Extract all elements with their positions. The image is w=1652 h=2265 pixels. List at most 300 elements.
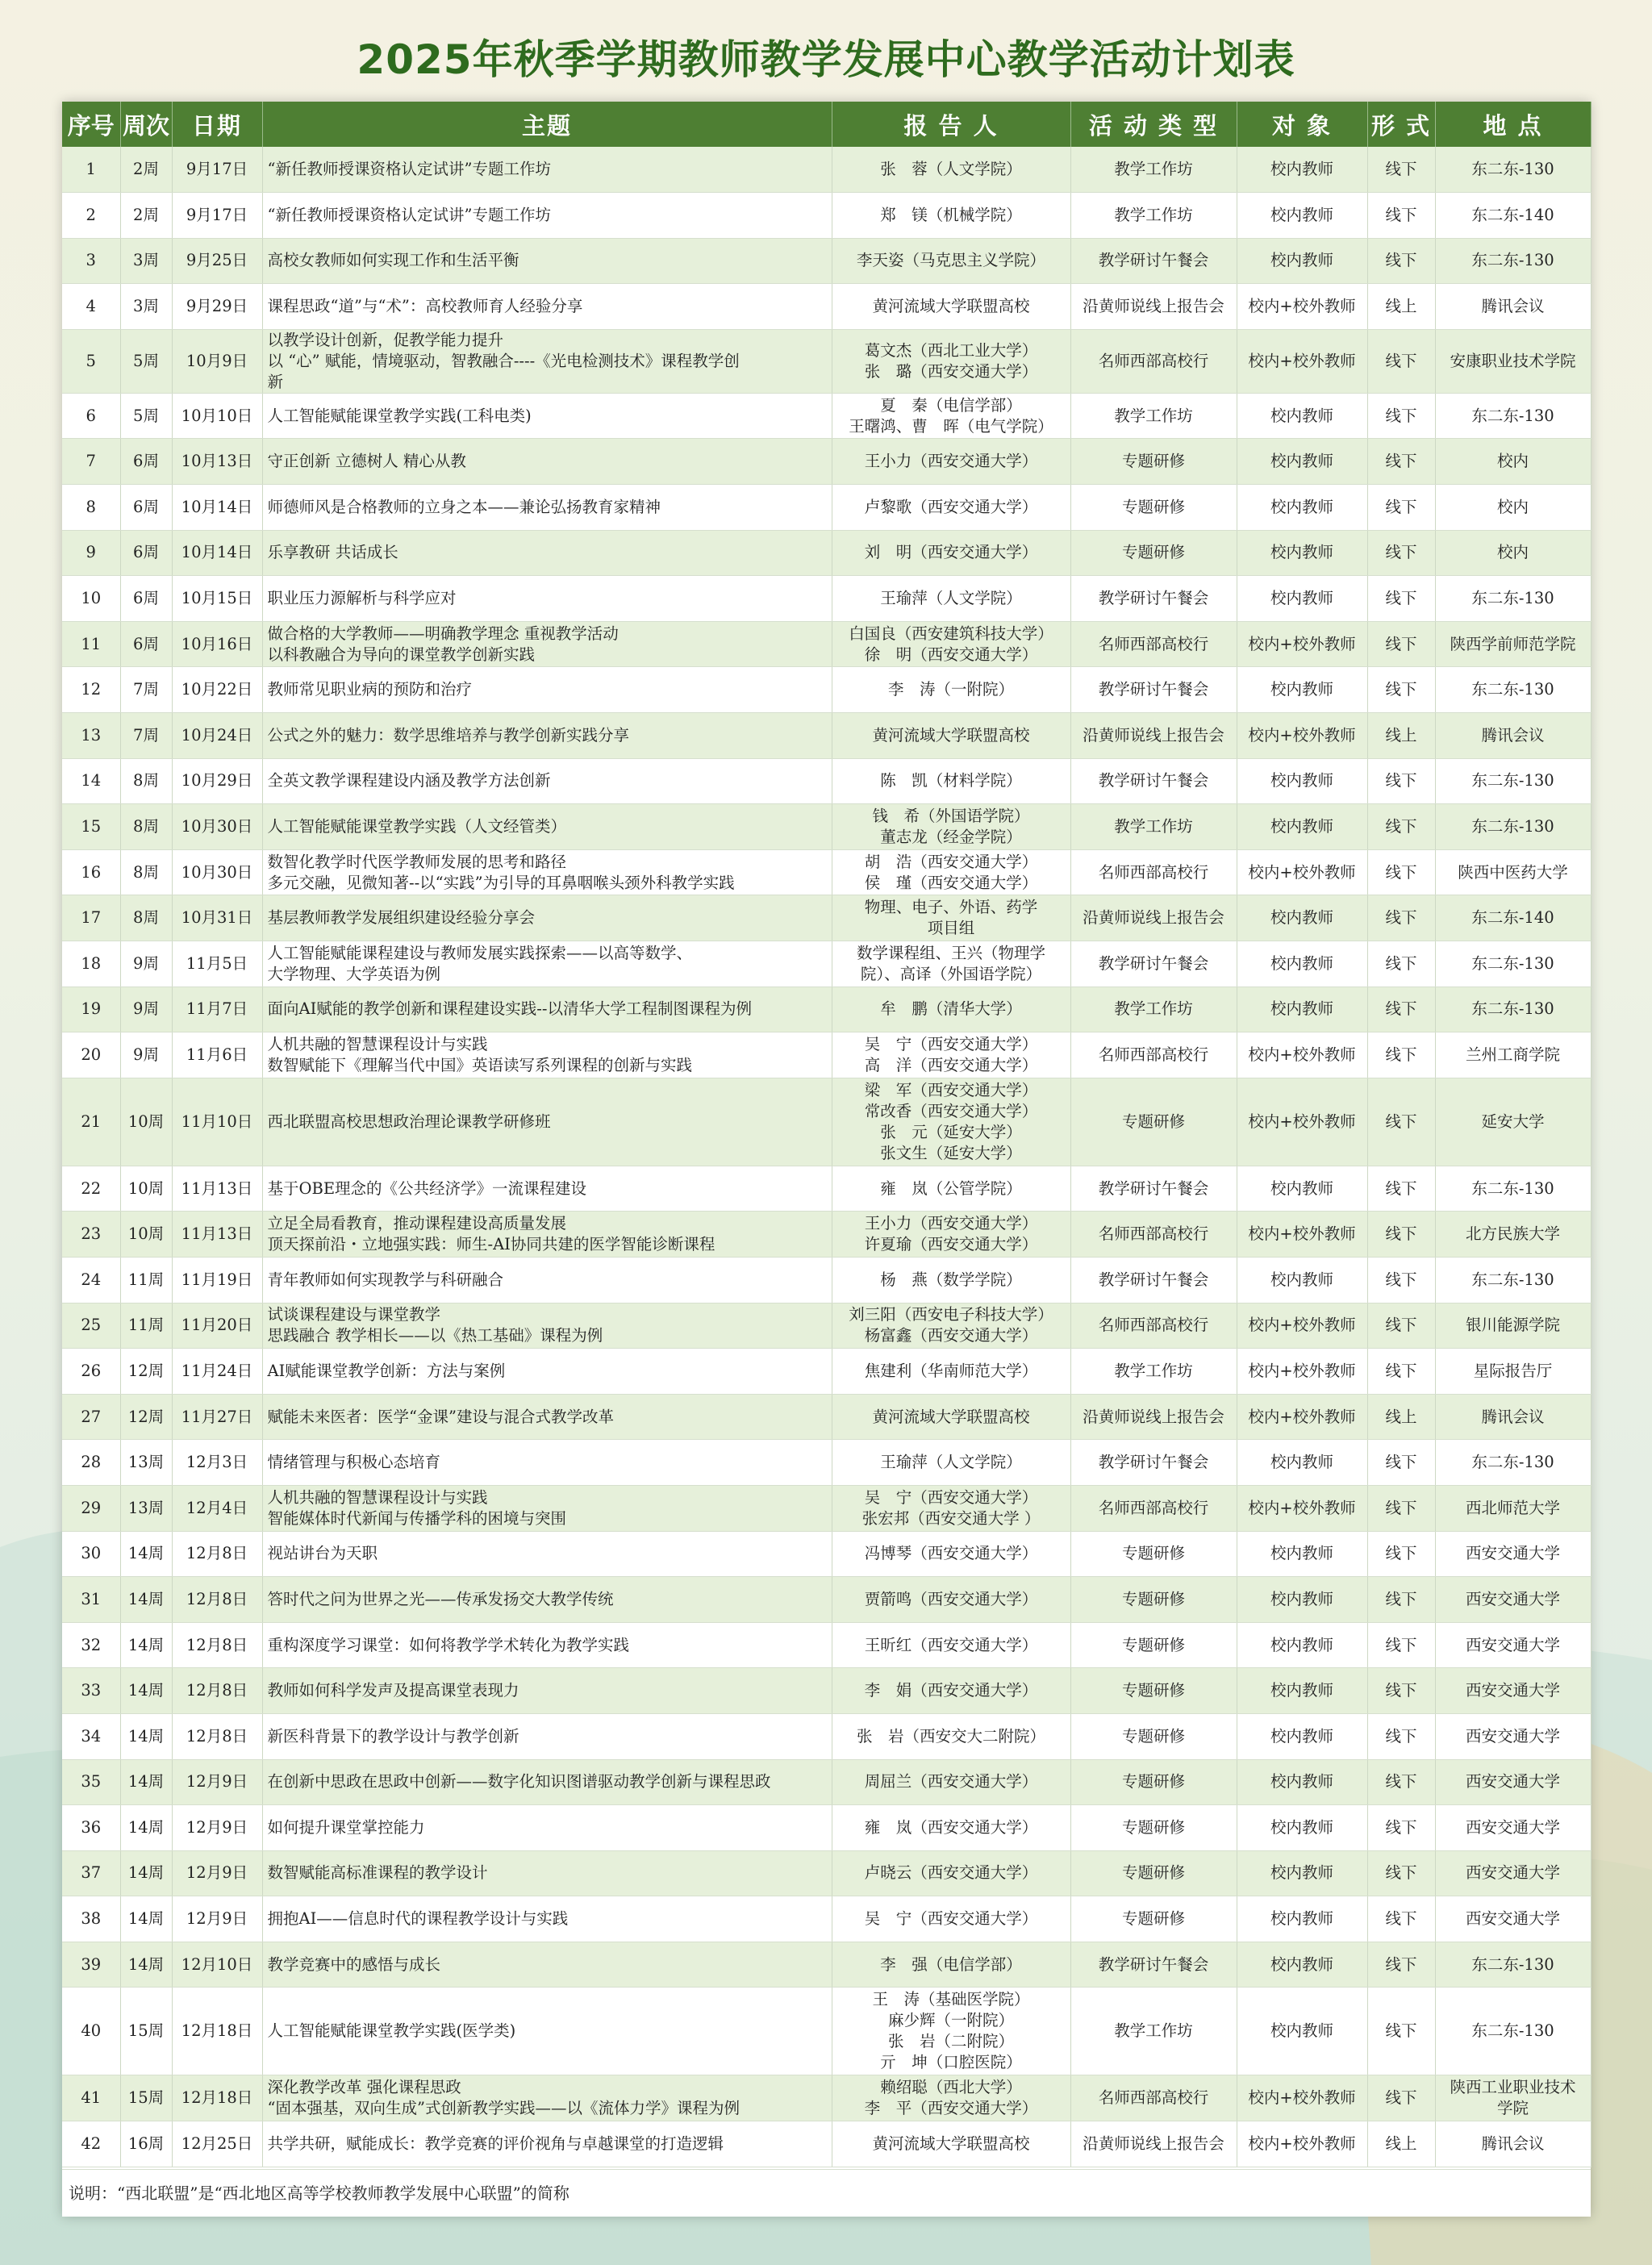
row-form: 线上 — [1367, 284, 1435, 330]
row-topic-line: 新医科背景下的教学设计与教学创新 — [267, 1726, 519, 1746]
row-type-line: 教学研讨午餐会 — [1098, 953, 1209, 973]
row-topic — [262, 849, 832, 895]
row-week: 5周 — [120, 329, 172, 393]
row-type-line: 沿黄师说线上报告会 — [1083, 908, 1224, 928]
row-audience: 校内教师 — [1237, 1166, 1367, 1212]
row-location — [1435, 667, 1591, 713]
table-body — [62, 147, 1591, 2167]
row-date: 12月9日 — [172, 1805, 262, 1851]
row-audience: 校内教师 — [1237, 439, 1367, 485]
row-date: 9月29日 — [172, 284, 262, 330]
row-speaker-line: 院）、高译（外国语学院） — [860, 964, 1042, 983]
header-location: 地 点 — [1435, 102, 1591, 147]
row-speaker-line: 王曙鸿、曹 晖（电气学院） — [849, 416, 1053, 436]
row-type — [1070, 941, 1237, 987]
row-week: 14周 — [120, 1577, 172, 1623]
row-location-line: 东二东-140 — [1471, 205, 1554, 224]
row-location — [1435, 284, 1591, 330]
row-location — [1435, 329, 1591, 393]
row-location-line: 东二东-130 — [1471, 251, 1554, 270]
row-speaker-line: 张宏邦（西安交通大学 ） — [861, 1508, 1041, 1528]
row-date: 10月10日 — [172, 393, 262, 439]
row-no: 5 — [62, 329, 120, 393]
table-row — [62, 1349, 1591, 1395]
row-speaker-line: 李 平（西安交通大学） — [864, 2099, 1038, 2118]
row-week: 9周 — [120, 941, 172, 987]
row-location-line: 陕西工业职业技术 — [1450, 2078, 1576, 2097]
row-type — [1070, 1713, 1237, 1759]
row-speaker — [832, 1988, 1070, 2075]
table-row — [62, 1805, 1591, 1851]
row-topic — [262, 895, 832, 941]
row-topic-line: 人工智能赋能课堂教学实践(医学类) — [267, 2021, 516, 2041]
row-speaker-line: 郑 镁（机械学院） — [880, 205, 1022, 224]
row-speaker-line: 王昕红（西安交通大学） — [864, 1635, 1038, 1654]
row-audience: 校内+校外教师 — [1237, 1212, 1367, 1258]
row-topic — [262, 804, 832, 850]
row-no: 33 — [62, 1668, 120, 1714]
row-form: 线下 — [1367, 941, 1435, 987]
row-week: 6周 — [120, 439, 172, 485]
table-row — [62, 1942, 1591, 1988]
table-row — [62, 485, 1591, 531]
row-speaker-line: 卢晓云（西安交通大学） — [864, 1863, 1038, 1883]
row-topic-line: 重构深度学习课堂：如何将教学学术转化为教学实践 — [267, 1635, 630, 1654]
row-topic — [262, 576, 832, 622]
row-speaker-line: 牟 鹏（清华大学） — [880, 999, 1022, 1019]
row-location — [1435, 1622, 1591, 1668]
row-speaker-line: 黄河流域大学联盟高校 — [872, 297, 1030, 316]
row-no: 6 — [62, 393, 120, 439]
row-form: 线下 — [1367, 1485, 1435, 1531]
row-location-line: 银川能源学院 — [1465, 1316, 1560, 1335]
row-type-line: 专题研修 — [1121, 1772, 1185, 1792]
table-header — [62, 102, 1591, 147]
row-location-line: 东二东-130 — [1471, 953, 1554, 973]
table-row — [62, 987, 1591, 1032]
row-form: 线下 — [1367, 1850, 1435, 1896]
row-audience: 校内教师 — [1237, 1850, 1367, 1896]
table-row — [62, 530, 1591, 576]
row-form: 线下 — [1367, 1078, 1435, 1166]
row-type-line: 名师西部高校行 — [1098, 634, 1209, 653]
row-location — [1435, 1896, 1591, 1942]
row-week: 14周 — [120, 1668, 172, 1714]
row-week: 15周 — [120, 1988, 172, 2075]
row-type — [1070, 1303, 1237, 1349]
row-audience: 校内教师 — [1237, 1988, 1367, 2075]
table-row — [62, 2075, 1591, 2121]
row-speaker — [832, 2121, 1070, 2167]
row-date: 10月31日 — [172, 895, 262, 941]
row-no: 9 — [62, 530, 120, 576]
row-topic — [262, 1850, 832, 1896]
row-form: 线下 — [1367, 758, 1435, 804]
row-speaker — [832, 1303, 1070, 1349]
row-speaker-line: 吴 宁（西安交通大学） — [864, 1034, 1038, 1053]
row-speaker-line: 梁 军（西安交通大学） — [864, 1080, 1038, 1099]
row-topic — [262, 1349, 832, 1395]
row-week: 5周 — [120, 393, 172, 439]
header-form: 形 式 — [1367, 102, 1435, 147]
row-topic-line: 课程思政“道”与“术”：高校教师育人经验分享 — [267, 297, 583, 316]
row-type — [1070, 193, 1237, 239]
row-form: 线下 — [1367, 1349, 1435, 1395]
table-row — [62, 758, 1591, 804]
row-type-line: 沿黄师说线上报告会 — [1083, 2134, 1224, 2153]
row-type-line: 专题研修 — [1121, 1817, 1185, 1837]
row-type-line: 名师西部高校行 — [1098, 1045, 1209, 1064]
row-speaker-line: 杨富鑫（西安交通大学） — [864, 1326, 1038, 1345]
row-date: 12月4日 — [172, 1485, 262, 1531]
row-type — [1070, 1166, 1237, 1212]
row-audience: 校内教师 — [1237, 758, 1367, 804]
row-no: 1 — [62, 147, 120, 193]
row-topic-line: 数智化教学时代医学教师发展的思考和路径 — [267, 852, 567, 871]
row-audience: 校内+校外教师 — [1237, 1078, 1367, 1166]
row-topic-line: 教师如何科学发声及提高课堂表现力 — [267, 1681, 519, 1700]
row-date: 10月24日 — [172, 713, 262, 759]
table-row — [62, 1988, 1591, 2075]
row-location — [1435, 530, 1591, 576]
row-location — [1435, 621, 1591, 667]
row-topic — [262, 393, 832, 439]
table-row — [62, 895, 1591, 941]
row-no: 36 — [62, 1805, 120, 1851]
row-location — [1435, 987, 1591, 1032]
row-topic-line: 大学物理、大学英语为例 — [267, 964, 441, 983]
row-type — [1070, 439, 1237, 485]
row-speaker — [832, 1485, 1070, 1531]
row-type-line: 沿黄师说线上报告会 — [1083, 725, 1224, 745]
row-form: 线下 — [1367, 576, 1435, 622]
row-audience: 校内+校外教师 — [1237, 329, 1367, 393]
row-type-line: 教学工作坊 — [1114, 817, 1193, 836]
row-speaker-line: 李 强（电信学部） — [880, 1954, 1022, 1974]
row-type — [1070, 329, 1237, 393]
row-type — [1070, 1440, 1237, 1486]
row-type-line: 教学研讨午餐会 — [1098, 1453, 1209, 1472]
table-row — [62, 667, 1591, 713]
row-week: 13周 — [120, 1440, 172, 1486]
table-row — [62, 621, 1591, 667]
row-no: 23 — [62, 1212, 120, 1258]
row-type — [1070, 1988, 1237, 2075]
row-topic — [262, 485, 832, 531]
row-audience: 校内+校外教师 — [1237, 1032, 1367, 1078]
row-no: 27 — [62, 1394, 120, 1440]
row-topic-line: AI赋能课堂教学创新：方法与案例 — [267, 1361, 506, 1380]
row-date: 9月17日 — [172, 193, 262, 239]
table-row — [62, 1032, 1591, 1078]
row-audience: 校内教师 — [1237, 987, 1367, 1032]
row-type-line: 专题研修 — [1121, 543, 1185, 562]
row-location-line: 腾讯会议 — [1481, 725, 1545, 745]
row-type — [1070, 1942, 1237, 1988]
row-location — [1435, 941, 1591, 987]
row-no: 20 — [62, 1032, 120, 1078]
table-row — [62, 713, 1591, 759]
row-form: 线下 — [1367, 1942, 1435, 1988]
row-speaker-line: 杨 燕（数学学院） — [880, 1270, 1022, 1289]
row-location-line: 东二东-140 — [1471, 908, 1554, 928]
row-topic — [262, 2121, 832, 2167]
row-type-line: 名师西部高校行 — [1098, 1498, 1209, 1517]
row-speaker — [832, 1713, 1070, 1759]
row-location — [1435, 1577, 1591, 1623]
table-row — [62, 147, 1591, 193]
row-form: 线下 — [1367, 193, 1435, 239]
row-no: 31 — [62, 1577, 120, 1623]
row-audience: 校内教师 — [1237, 576, 1367, 622]
row-speaker-line: 王瑜萍（人文学院） — [880, 589, 1022, 608]
row-audience: 校内+校外教师 — [1237, 713, 1367, 759]
row-topic-line: 以科教融合为导向的课堂教学创新实践 — [267, 644, 536, 664]
row-week: 14周 — [120, 1896, 172, 1942]
row-speaker-line: 雍 岚（西安交通大学） — [864, 1817, 1038, 1837]
row-form: 线下 — [1367, 1759, 1435, 1805]
row-speaker — [832, 1394, 1070, 1440]
row-no: 39 — [62, 1942, 120, 1988]
row-speaker-line: 黄河流域大学联盟高校 — [872, 1407, 1030, 1426]
row-type-line: 专题研修 — [1121, 1635, 1185, 1654]
row-location — [1435, 895, 1591, 941]
row-form: 线上 — [1367, 1394, 1435, 1440]
row-location-line: 西安交通大学 — [1465, 1589, 1560, 1608]
row-topic — [262, 193, 832, 239]
row-topic — [262, 987, 832, 1032]
row-audience: 校内+校外教师 — [1237, 284, 1367, 330]
row-location — [1435, 147, 1591, 193]
row-type-line: 教学工作坊 — [1114, 999, 1193, 1019]
row-no: 40 — [62, 1988, 120, 2075]
row-week: 8周 — [120, 849, 172, 895]
row-topic-line: 面向AI赋能的教学创新和课程建设实践--以清华大学工程制图课程为例 — [267, 999, 752, 1019]
row-location — [1435, 1485, 1591, 1531]
row-location-line: 陕西中医药大学 — [1458, 862, 1568, 882]
row-topic-line: 在创新中思政在思政中创新——数字化知识图谱驱动教学创新与课程思政 — [267, 1772, 771, 1792]
row-topic — [262, 1622, 832, 1668]
row-type-line: 沿黄师说线上报告会 — [1083, 297, 1224, 316]
row-location — [1435, 393, 1591, 439]
row-date: 10月16日 — [172, 621, 262, 667]
row-topic-line: 基于OBE理念的《公共经济学》一流课程建设 — [267, 1178, 587, 1198]
row-topic-line: 深化教学改革 强化课程思政 — [267, 2078, 461, 2097]
header-topic: 主题 — [262, 102, 832, 147]
table-row — [62, 1577, 1591, 1623]
row-speaker-line: 赖绍聪（西北大学） — [880, 2078, 1022, 2097]
row-date: 10月9日 — [172, 329, 262, 393]
row-date: 9月17日 — [172, 147, 262, 193]
row-topic-line: “固本强基，双向生成”式创新教学实践——以《流体力学》课程为例 — [267, 2099, 740, 2118]
row-speaker-line: 葛文杰（西北工业大学） — [864, 340, 1038, 360]
row-topic-line: 数智赋能高标准课程的教学设计 — [267, 1863, 488, 1883]
row-speaker-line: 焦建利（华南师范大学） — [864, 1361, 1038, 1380]
row-form: 线下 — [1367, 849, 1435, 895]
row-location-line: 腾讯会议 — [1481, 297, 1545, 316]
row-date: 12月18日 — [172, 2075, 262, 2121]
row-date: 12月18日 — [172, 1988, 262, 2075]
row-no: 38 — [62, 1896, 120, 1942]
row-audience: 校内教师 — [1237, 1440, 1367, 1486]
row-type — [1070, 1485, 1237, 1531]
row-audience: 校内+校外教师 — [1237, 849, 1367, 895]
row-speaker-line: 麻少辉（一附院） — [887, 2011, 1014, 2030]
row-audience: 校内教师 — [1237, 193, 1367, 239]
row-week: 7周 — [120, 667, 172, 713]
row-audience: 校内教师 — [1237, 1713, 1367, 1759]
row-speaker-line: 张 元（延安大学） — [880, 1122, 1022, 1141]
row-speaker-line: 张 岩（二附院） — [887, 2032, 1014, 2051]
table-row — [62, 941, 1591, 987]
table-row — [62, 284, 1591, 330]
row-week: 12周 — [120, 1349, 172, 1395]
row-audience: 校内+校外教师 — [1237, 1303, 1367, 1349]
row-no: 13 — [62, 713, 120, 759]
row-week: 2周 — [120, 147, 172, 193]
row-location — [1435, 713, 1591, 759]
row-type — [1070, 284, 1237, 330]
row-no: 4 — [62, 284, 120, 330]
row-location — [1435, 576, 1591, 622]
table-row — [62, 1394, 1591, 1440]
row-type — [1070, 1896, 1237, 1942]
row-form: 线下 — [1367, 1212, 1435, 1258]
row-type — [1070, 1078, 1237, 1166]
table-row — [62, 1531, 1591, 1577]
row-speaker-line: 胡 浩（西安交通大学） — [864, 852, 1038, 871]
row-audience: 校内教师 — [1237, 1668, 1367, 1714]
row-type — [1070, 2121, 1237, 2167]
row-audience: 校内教师 — [1237, 941, 1367, 987]
row-speaker-line: 卢黎歌（西安交通大学） — [864, 497, 1038, 516]
table-row — [62, 1622, 1591, 1668]
row-no: 22 — [62, 1166, 120, 1212]
row-location — [1435, 1349, 1591, 1395]
row-date: 10月30日 — [172, 849, 262, 895]
row-location-line: 校内 — [1496, 452, 1529, 471]
row-date: 11月7日 — [172, 987, 262, 1032]
row-location — [1435, 193, 1591, 239]
row-no: 25 — [62, 1303, 120, 1349]
row-week: 16周 — [120, 2121, 172, 2167]
row-audience: 校内教师 — [1237, 1257, 1367, 1303]
row-form: 线下 — [1367, 238, 1435, 284]
row-topic-line: 顶天探前沿・立地强实践：师生-AI协同共建的医学智能诊断课程 — [267, 1235, 715, 1254]
row-type — [1070, 1257, 1237, 1303]
row-type-line: 教学研讨午餐会 — [1098, 771, 1209, 790]
row-speaker — [832, 667, 1070, 713]
row-type — [1070, 238, 1237, 284]
row-form: 线下 — [1367, 1577, 1435, 1623]
header-audience: 对 象 — [1237, 102, 1367, 147]
row-topic-line: 守正创新 立德树人 精心从教 — [267, 452, 466, 471]
row-week: 10周 — [120, 1166, 172, 1212]
row-speaker — [832, 576, 1070, 622]
row-speaker-line: 亓 坤（口腔医院） — [880, 2053, 1022, 2072]
row-no: 16 — [62, 849, 120, 895]
row-location-line: 西安交通大学 — [1465, 1726, 1560, 1746]
row-form: 线下 — [1367, 530, 1435, 576]
table-row — [62, 804, 1591, 850]
row-no: 17 — [62, 895, 120, 941]
row-type — [1070, 667, 1237, 713]
row-speaker — [832, 147, 1070, 193]
header-week: 周次 — [120, 102, 172, 147]
row-date: 12月25日 — [172, 2121, 262, 2167]
row-location-line: 东二东-130 — [1471, 817, 1554, 836]
row-speaker — [832, 485, 1070, 531]
row-week: 6周 — [120, 576, 172, 622]
row-audience: 校内教师 — [1237, 147, 1367, 193]
row-week: 11周 — [120, 1303, 172, 1349]
row-speaker — [832, 1032, 1070, 1078]
row-topic — [262, 284, 832, 330]
row-topic-line: 情绪管理与积极心态培育 — [267, 1453, 441, 1472]
table-row — [62, 1713, 1591, 1759]
row-location-line: 学院 — [1496, 2099, 1529, 2118]
row-form: 线下 — [1367, 1896, 1435, 1942]
row-topic-line: 以教学设计创新，促教学能力提升 — [267, 330, 504, 349]
row-no: 11 — [62, 621, 120, 667]
table-row — [62, 1896, 1591, 1942]
row-topic — [262, 1032, 832, 1078]
header-date: 日期 — [172, 102, 262, 147]
row-location — [1435, 1988, 1591, 2075]
row-location — [1435, 1440, 1591, 1486]
row-audience: 校内+校外教师 — [1237, 1485, 1367, 1531]
row-topic-line: 立足全局看教育，推动课程建设高质量发展 — [267, 1214, 567, 1233]
row-speaker — [832, 1622, 1070, 1668]
row-speaker — [832, 1942, 1070, 1988]
row-date: 12月9日 — [172, 1850, 262, 1896]
row-week: 14周 — [120, 1531, 172, 1577]
row-date: 11月24日 — [172, 1349, 262, 1395]
row-no: 37 — [62, 1850, 120, 1896]
row-topic-line: 如何提升课堂掌控能力 — [267, 1817, 425, 1837]
row-audience: 校内教师 — [1237, 1896, 1367, 1942]
row-topic — [262, 1303, 832, 1349]
row-topic-line: 思践融合 教学相长——以《热工基础》课程为例 — [267, 1326, 603, 1345]
row-topic — [262, 758, 832, 804]
row-type — [1070, 1759, 1237, 1805]
table-row — [62, 1485, 1591, 1531]
table-row — [62, 1166, 1591, 1212]
table-row — [62, 1303, 1591, 1349]
row-speaker — [832, 1257, 1070, 1303]
row-form: 线下 — [1367, 667, 1435, 713]
row-type — [1070, 1622, 1237, 1668]
row-date: 12月8日 — [172, 1531, 262, 1577]
table-row — [62, 576, 1591, 622]
row-type — [1070, 1805, 1237, 1851]
row-topic — [262, 1078, 832, 1166]
table-row — [62, 439, 1591, 485]
row-topic-line: “新任教师授课资格认定试讲”专题工作坊 — [267, 160, 551, 179]
row-topic-line: 职业压力源解析与科学应对 — [267, 589, 457, 608]
row-location-line: 东二东-130 — [1471, 1270, 1554, 1289]
row-no: 29 — [62, 1485, 120, 1531]
row-topic-line: 人机共融的智慧课程设计与实践 — [267, 1487, 488, 1507]
row-type — [1070, 1394, 1237, 1440]
row-topic-line: 智能媒体时代新闻与传播学科的困境与突围 — [267, 1508, 567, 1528]
row-date: 11月27日 — [172, 1394, 262, 1440]
row-week: 15周 — [120, 2075, 172, 2121]
row-week: 11周 — [120, 1257, 172, 1303]
row-type — [1070, 530, 1237, 576]
row-no: 3 — [62, 238, 120, 284]
row-date: 10月29日 — [172, 758, 262, 804]
